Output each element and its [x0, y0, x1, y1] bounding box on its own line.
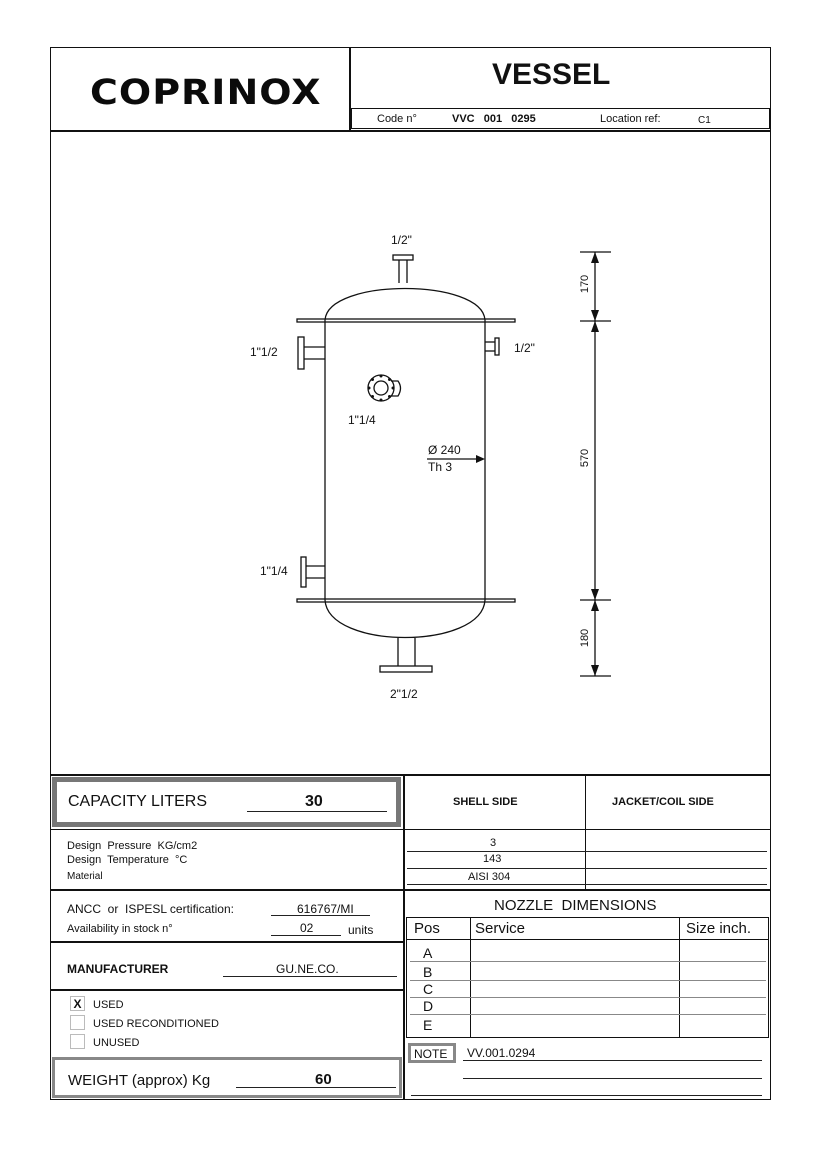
unused-label: UNUSED [93, 1037, 140, 1049]
note-line-1 [463, 1060, 762, 1061]
note-value: VV.001.0294 [467, 1046, 536, 1060]
nozzle-left-lower-label: 1"1/4 [260, 564, 288, 578]
thickness-label: Th 3 [428, 460, 453, 474]
stock-value: 02 [300, 921, 314, 935]
nozzle-bottom-label: 2"1/2 [390, 687, 418, 701]
material-shell-value: AISI 304 [468, 871, 511, 883]
design-row-line-3 [407, 884, 767, 885]
dimension-middle: 570 [579, 448, 592, 468]
manufacturer-label: MANUFACTURER [67, 962, 169, 976]
dimension-top: 170 [579, 274, 592, 294]
jacket-side-header: JACKET/COIL SIDE [612, 796, 714, 808]
nozzle-row-line-a [410, 961, 766, 962]
material-label: Material [67, 871, 103, 882]
capacity-underline [247, 811, 387, 812]
design-temperature-label: Design Temperature °C [67, 854, 188, 866]
design-row-line-2 [407, 868, 767, 869]
code-label: Code n° [377, 113, 417, 125]
manufacturer-value: GU.NE.CO. [276, 962, 339, 976]
nozzle-header-size: Size inch. [686, 920, 752, 937]
document-title: VESSEL [492, 58, 611, 91]
used-reconditioned-label: USED RECONDITIONED [93, 1018, 219, 1030]
used-label: USED [93, 999, 124, 1011]
design-row-line-1 [407, 851, 767, 852]
diameter-label: Ø 240 [428, 443, 461, 457]
design-bottom-rule [50, 889, 771, 891]
column-divider [585, 774, 586, 889]
pressure-shell-value: 3 [490, 837, 497, 849]
used-reconditioned-checkbox[interactable] [70, 1015, 85, 1030]
stock-underline [271, 935, 341, 936]
nozzle-right-upper-label: 1/2" [514, 341, 535, 355]
nozzle-pos-b: B [423, 964, 433, 980]
nozzle-row-line-c [410, 997, 766, 998]
certification-value: 616767/MI [297, 902, 354, 916]
capacity-label: CAPACITY LITERS [68, 793, 207, 810]
nozzle-pos-c: C [423, 981, 434, 997]
unused-checkbox[interactable] [70, 1034, 85, 1049]
nozzle-header-rule [406, 939, 769, 940]
nozzle-row-line-b [410, 980, 766, 981]
weight-label: WEIGHT (approx) Kg [68, 1072, 211, 1089]
manufacturer-top-rule [50, 941, 404, 943]
temperature-shell-value: 143 [483, 853, 502, 865]
nozzle-pos-a: A [423, 945, 433, 961]
nozzle-pos-d: D [423, 998, 434, 1014]
location-value: C1 [698, 115, 711, 126]
certification-label: ANCC or ISPESL certification: [67, 902, 234, 916]
nozzle-dimensions-title: NOZZLE DIMENSIONS [494, 897, 657, 914]
design-top-rule [50, 829, 771, 830]
used-checkbox[interactable]: X [70, 996, 85, 1011]
location-label: Location ref: [600, 113, 661, 125]
manhole-label: 1"1/4 [348, 413, 376, 427]
nozzle-col-1 [470, 917, 471, 1038]
design-pressure-label: Design Pressure KG/cm2 [67, 840, 198, 852]
shell-side-header: SHELL SIDE [453, 796, 518, 808]
nozzle-pos-e: E [423, 1017, 433, 1033]
nozzle-left-upper-label: 1"1/2 [250, 345, 278, 359]
note-line-3 [411, 1095, 762, 1096]
manufacturer-underline [223, 976, 397, 977]
nozzle-row-line-d [410, 1014, 766, 1015]
capacity-value: 30 [305, 793, 323, 810]
stock-unit: units [348, 923, 374, 937]
note-label: NOTE [414, 1047, 448, 1061]
weight-value: 60 [315, 1071, 332, 1088]
nozzle-top-label: 1/2" [391, 233, 412, 247]
dimension-bottom: 180 [579, 628, 592, 648]
nozzle-header-pos: Pos [414, 920, 440, 937]
code-value: VVC 001 0295 [452, 113, 536, 125]
company-logo: COPRINOX [90, 71, 322, 113]
nozzle-col-2 [679, 917, 680, 1038]
condition-top-rule [50, 989, 404, 991]
note-line-2 [463, 1078, 762, 1079]
drawing-bottom-rule [50, 774, 771, 776]
center-divider [403, 774, 405, 1100]
stock-label: Availability in stock n° [67, 923, 173, 935]
nozzle-header-service: Service [475, 920, 526, 937]
